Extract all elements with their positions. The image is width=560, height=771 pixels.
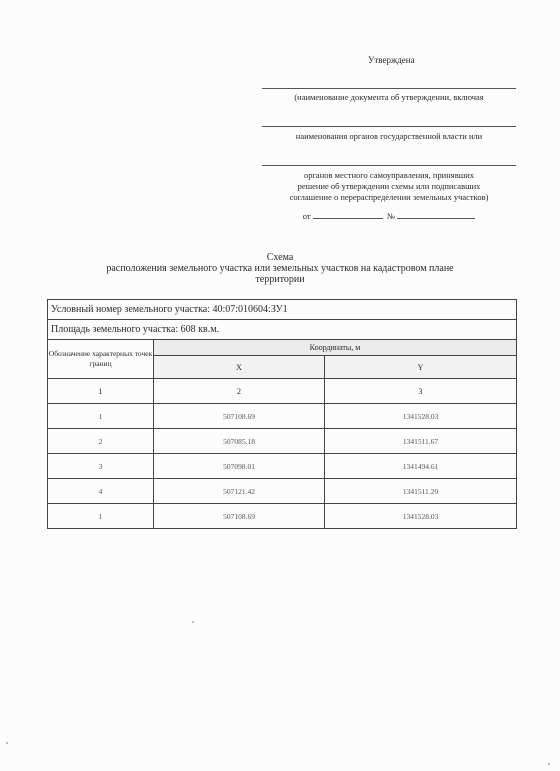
column-number-row: [48, 379, 517, 404]
scheme-title-block: [60, 252, 500, 285]
y-value: 1341511.20: [325, 479, 517, 504]
approval-date-line: [262, 211, 516, 221]
column-number: 3: [325, 379, 517, 404]
x-value: 507085.18: [154, 429, 325, 454]
scan-speck: [548, 763, 550, 765]
y-value: 1341494.61: [325, 454, 517, 479]
y-value: 1341528.03: [325, 404, 517, 429]
scheme-title: Схема: [266, 252, 294, 263]
coords-header: Координаты, м: [154, 340, 517, 356]
points-header: Обозначение характерных точек границ: [48, 340, 154, 379]
table-row: [48, 404, 517, 429]
approval-line-1: [262, 88, 516, 89]
point-label: 4: [48, 479, 154, 504]
scan-speck: [192, 621, 194, 623]
approval-caption-3: [262, 170, 516, 203]
point-label: 2: [48, 429, 154, 454]
y-header: Y: [325, 356, 517, 379]
scheme-subtitle-1: расположения земельного участка или земельных участков на кадастровом плане: [106, 263, 454, 274]
approval-caption-3a: органов местного самоуправления, принявших: [303, 170, 475, 180]
scheme-subtitle-2: территории: [255, 274, 305, 285]
number-blank: [397, 211, 475, 219]
point-label: 1: [48, 504, 154, 529]
table-row: [48, 454, 517, 479]
approval-line-2: [262, 126, 516, 127]
parcel-number-row: [48, 300, 517, 320]
parcel-number: Условный номер земельного участка: 40:07:010604:ЗУ1: [48, 300, 517, 320]
x-value: 507098.01: [154, 454, 325, 479]
approval-caption-3c: соглашение о перераспределении земельных участков): [289, 192, 489, 202]
table-row: [48, 429, 517, 454]
table-row: [48, 479, 517, 504]
x-value: 507121.42: [154, 479, 325, 504]
table-row: [48, 504, 517, 529]
scan-speck: [6, 742, 8, 744]
column-number: 2: [154, 379, 325, 404]
y-value: 1341528.03: [325, 504, 517, 529]
approval-title: Утверждена: [368, 55, 415, 65]
approval-caption-3b: решение об утверждении схемы или подписавших: [297, 181, 481, 191]
approval-line-3: [262, 165, 516, 166]
approval-caption-1: (наименование документа об утверждении, включая: [294, 92, 484, 102]
point-label: 1: [48, 404, 154, 429]
date-label: от: [302, 211, 311, 221]
date-blank: [313, 211, 383, 219]
x-header: X: [154, 356, 325, 379]
column-number: 1: [48, 379, 154, 404]
point-label: 3: [48, 454, 154, 479]
x-value: 507108.69: [154, 404, 325, 429]
parcel-area: Площадь земельного участка: 608 кв.м.: [48, 320, 517, 340]
y-value: 1341511.67: [325, 429, 517, 454]
header-row: [48, 340, 517, 356]
approval-caption-2: наименования органов государственной власти или: [295, 131, 483, 141]
coordinates-table: [47, 299, 517, 529]
parcel-area-row: [48, 320, 517, 340]
number-label: №: [386, 211, 396, 221]
x-value: 507108.69: [154, 504, 325, 529]
